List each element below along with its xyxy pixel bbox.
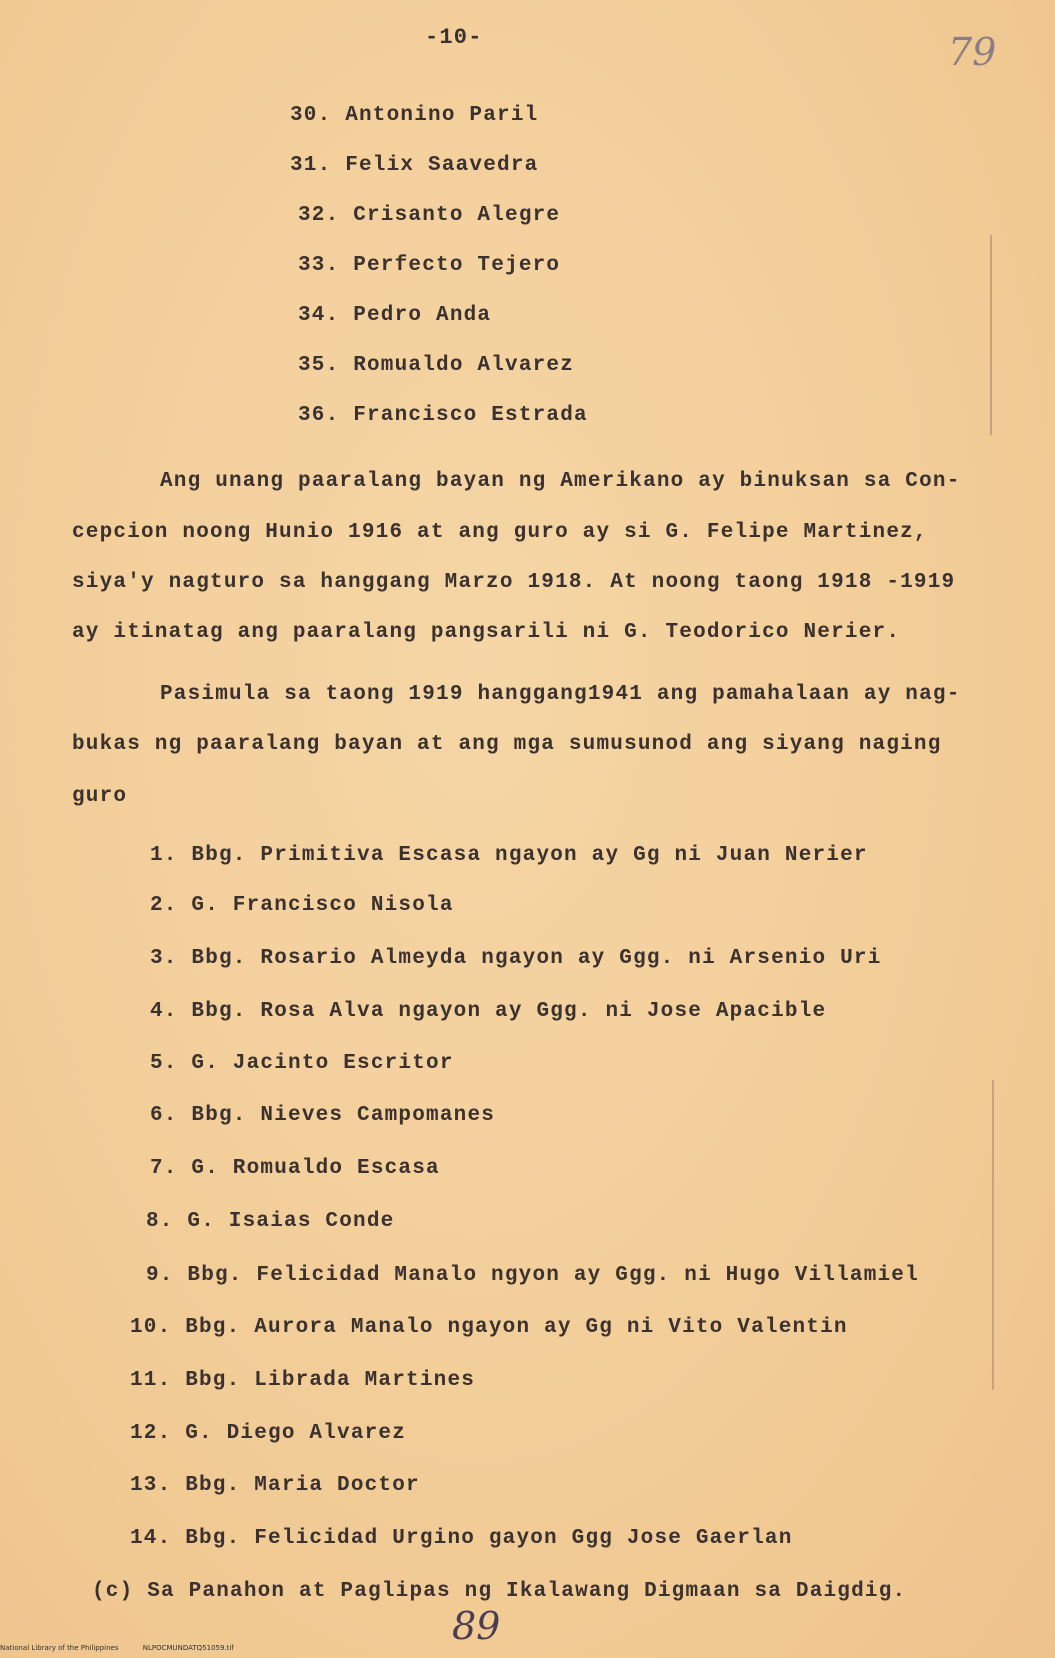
paragraph-line: ay itinatag ang paaralang pangsarili ni G. Teodorico Nerier. — [72, 621, 901, 644]
margin-mark — [990, 235, 992, 435]
paragraph-line: siya'y nagturo sa hanggang Marzo 1918. At noong taong 1918 -1919 — [72, 571, 956, 594]
list-item: 36. Francisco Estrada — [298, 404, 588, 427]
teacher-list-item: 4. Bbg. Rosa Alva ngayon ay Ggg. ni Jose Apacible — [150, 1000, 827, 1023]
teacher-list-item: 9. Bbg. Felicidad Manalo ngyon ay Ggg. ni Hugo Villamiel — [146, 1264, 919, 1287]
list-item: 34. Pedro Anda — [298, 304, 492, 327]
handwritten-folio-number: 79 — [948, 30, 997, 74]
page-number: -10- — [425, 25, 483, 50]
paragraph-line: guro — [72, 785, 128, 808]
teacher-list-item: 13. Bbg. Maria Doctor — [130, 1474, 420, 1497]
paragraph-line: bukas ng paaralang bayan at ang mga sumusunod ang siyang naging — [72, 733, 942, 756]
list-item: 31. Felix Saavedra — [290, 154, 539, 177]
list-item: 30. Antonino Paril — [290, 104, 539, 127]
teacher-list-item: 8. G. Isaias Conde — [146, 1210, 395, 1233]
teacher-list-item: 14. Bbg. Felicidad Urgino gayon Ggg Jose Gaerlan — [130, 1527, 793, 1550]
teacher-list-item: 6. Bbg. Nieves Campomanes — [150, 1104, 496, 1127]
footer-filename: NLPOCMUNDATQ51059.tif — [142, 1644, 234, 1652]
scan-footer — [0, 1644, 256, 1652]
teacher-list-item: 5. G. Jacinto Escritor — [150, 1052, 454, 1075]
teacher-list-item: 7. G. Romualdo Escasa — [150, 1157, 440, 1180]
teacher-list-item: 11. Bbg. Librada Martines — [130, 1369, 476, 1392]
footer-library: National Library of the Philippines — [0, 1644, 119, 1652]
paragraph-line: cepcion noong Hunio 1916 at ang guro ay si G. Felipe Martinez, — [72, 521, 928, 544]
teacher-list-item: 3. Bbg. Rosario Almeyda ngayon ay Ggg. ni Arsenio Uri — [150, 947, 882, 970]
list-item: 35. Romualdo Alvarez — [298, 354, 575, 377]
section-heading: (c) Sa Panahon at Paglipas ng Ikalawang Digmaan sa Daigdig. — [92, 1580, 907, 1603]
teacher-list-item: 1. Bbg. Primitiva Escasa ngayon ay Gg ni Juan Nerier — [150, 844, 868, 867]
paragraph-line: Pasimula sa taong 1919 hanggang1941 ang pamahalaan ay nag- — [160, 683, 961, 706]
handwritten-page-number: 89 — [452, 1604, 501, 1648]
paragraph-line: Ang unang paaralang bayan ng Amerikano ay binuksan sa Con- — [160, 470, 961, 493]
teacher-list-item: 12. G. Diego Alvarez — [130, 1422, 407, 1445]
list-item: 33. Perfecto Tejero — [298, 254, 561, 277]
list-item: 32. Crisanto Alegre — [298, 204, 561, 227]
teacher-list-item: 2. G. Francisco Nisola — [150, 894, 454, 917]
teacher-list-item: 10. Bbg. Aurora Manalo ngayon ay Gg ni Vito Valentin — [130, 1316, 848, 1339]
margin-mark — [992, 1080, 994, 1390]
